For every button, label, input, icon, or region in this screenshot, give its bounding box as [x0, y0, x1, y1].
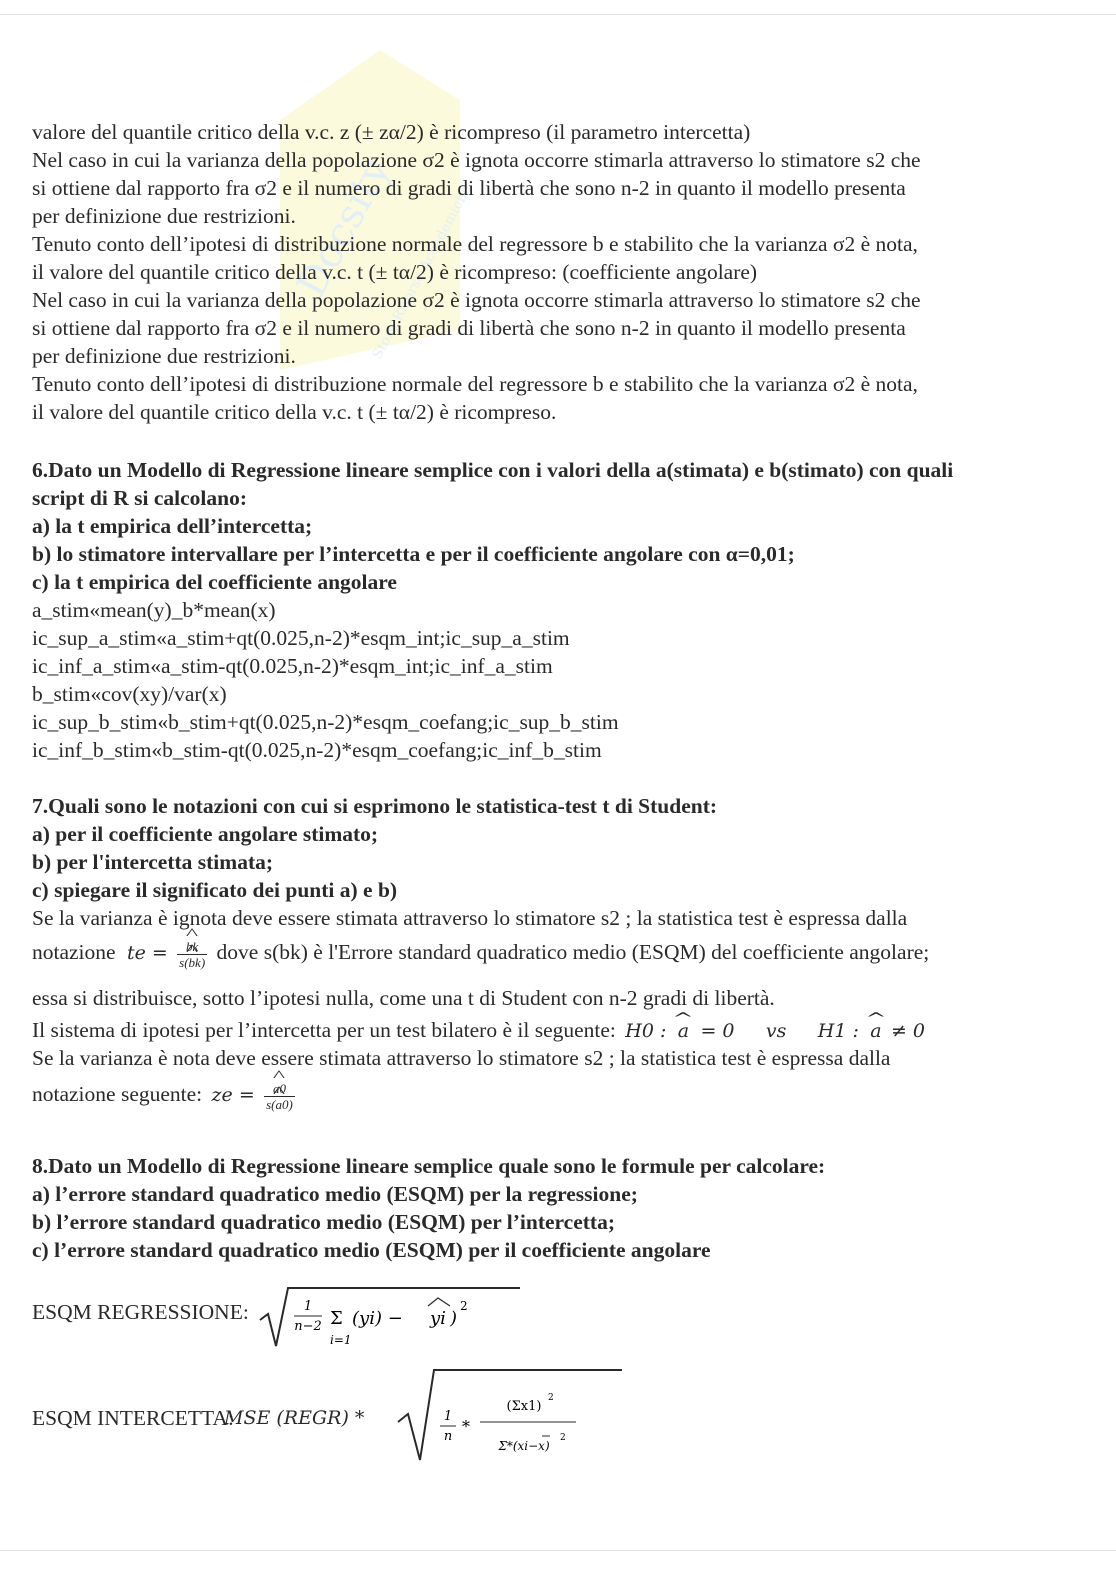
te-formula-line: [32, 938, 929, 970]
r-code-line: a_stim«mean(y)_b*mean(x): [32, 598, 276, 622]
watermark-text-1: Docsity: [288, 150, 400, 305]
intro-line: Nel caso in cui la varianza della popolazione σ2 è ignota occorre stimarla attraverso lo stimatore s2 che: [32, 148, 921, 172]
q6-title: 6.Dato un Modello di Regressione lineare semplice con i valori della a(stimata) e b(stimato) con quali: [32, 458, 954, 482]
q7-paragraph: essa si distribuisce, sotto l’ipotesi nulla, come una t di Student con n-2 gradi di libertà.: [32, 986, 775, 1010]
q8-title: 8.Dato un Modello di Regressione lineare semplice quale sono le formule per calcolare:: [32, 1154, 826, 1178]
intro-line: Tenuto conto dell’ipotesi di distribuzione normale del regressore b e stabilito che la varianza σ2 è nota,: [32, 232, 918, 256]
int-frac1-num: 1: [443, 1409, 453, 1424]
intro-line: Nel caso in cui la varianza della popolazione σ2 è ignota occorre stimarla attraverso lo stimatore s2 che: [32, 288, 921, 312]
q7-item-c: c) spiegare il significato dei punti a) e b): [32, 878, 398, 902]
r-code-line: b_stim«cov(xy)/var(x): [32, 682, 227, 706]
q6-item-b: b) lo stimatore intervallare per l’intercetta e per il coefficiente angolare con α=0,01;: [32, 542, 795, 566]
q7-paragraph: Se la varianza è ignota deve essere stimata attraverso lo stimatore s2 ; la statistica test è espressa dalla: [32, 906, 908, 930]
q7-item-a: a) per il coefficiente angolare stimato;: [32, 822, 379, 846]
intro-line: Tenuto conto dell’ipotesi di distribuzione normale del regressore b e stabilito che la varianza σ2 è nota,: [32, 372, 918, 396]
h1-label: H1 :: [817, 1020, 859, 1042]
reg-sum-sign: Σ: [330, 1308, 343, 1329]
intro-line: valore del quantile critico della v.c. z (± zα/2) è ricompreso (il parametro intercetta): [32, 120, 751, 144]
te-fraction: [177, 939, 207, 970]
esqm-regressione-label: ESQM REGRESSIONE:: [32, 1300, 249, 1324]
esqm-intercetta-formula: [396, 1364, 626, 1464]
q8-item-a: a) l’errore standard quadratico medio (ESQM) per la regressione;: [32, 1182, 638, 1206]
int-frac2-den-exp: 2: [560, 1433, 566, 1443]
esqm-regressione-formula: [258, 1284, 528, 1354]
h1-variable: ^ a: [870, 1017, 881, 1045]
q7-item-b: b) per l'intercetta stimata;: [32, 850, 274, 874]
intro-line: si ottiene dal rapporto fra σ2 e il numero di gradi di libertà che sono n-2 in quanto il modello presenta: [32, 316, 906, 340]
h0-label: H0 :: [625, 1020, 667, 1042]
q7-title: 7.Quali sono le notazioni con cui si esprimono le statistica-test t di Student:: [32, 794, 718, 818]
esqm-intercetta-label: ESQM INTERCETTA:: [32, 1406, 234, 1430]
ze-notation-label: notazione seguente:: [32, 1082, 203, 1106]
int-times: *: [462, 1417, 470, 1436]
hypothesis-line: [32, 1016, 925, 1045]
r-code-line: ic_sup_a_stim«a_stim+qt(0.025,n-2)*esqm_int;ic_sup_a_stim: [32, 626, 570, 650]
q7-notation-desc: dove s(bk) è l'Errore standard quadratico medio (ESQM) del coefficiente angolare;: [216, 940, 930, 964]
q8-item-b: b) l’errore standard quadratico medio (ESQM) per l’intercetta;: [32, 1210, 615, 1234]
r-code-line: ic_sup_b_stim«b_stim+qt(0.025,n-2)*esqm_coefang;ic_sup_b_stim: [32, 710, 619, 734]
reg-body: (yi) −: [352, 1308, 403, 1329]
q6-item-a: a) la t empirica dell’intercetta;: [32, 514, 313, 538]
intro-line: il valore del quantile critico della v.c. t (± tα/2) è ricompreso: (coefficiente angolare): [32, 260, 758, 284]
te-lhs: te =: [126, 942, 168, 964]
r-code-line: ic_inf_a_stim«a_stim-qt(0.025,n-2)*esqm_int;ic_inf_a_stim: [32, 654, 553, 678]
h1-relation: ≠ 0: [890, 1020, 926, 1042]
reg-exp: 2: [460, 1299, 468, 1313]
reg-frac-num: 1: [303, 1299, 313, 1314]
te-denominator: ^ s(bk): [179, 955, 205, 970]
q7-notation-label: notazione: [32, 940, 116, 964]
reg-hat-term: yi: [430, 1308, 446, 1329]
q6-title: script di R si calcolano:: [32, 486, 247, 510]
q7-paragraph: Se la varianza è nota deve essere stimata attraverso lo stimatore s2 ; la statistica test è espressa dalla: [32, 1046, 891, 1070]
watermark-text-2: Store Risorse Accademiche: [369, 182, 475, 362]
intro-line: per definizione due restrizioni.: [32, 204, 296, 228]
reg-paren: ): [450, 1308, 458, 1329]
q8-item-c: c) l’errore standard quadratico medio (ESQM) per il coefficiente angolare: [32, 1238, 711, 1262]
vs-label: vs: [765, 1020, 787, 1042]
h0-variable: ^ a: [678, 1017, 689, 1045]
reg-frac-den: n−2: [294, 1319, 322, 1334]
h0-relation: = 0: [700, 1020, 735, 1042]
reg-hat: [428, 1298, 450, 1306]
te-numerator: ^ bk: [186, 939, 198, 954]
r-code-line: ic_inf_b_stim«b_stim-qt(0.025,n-2)*esqm_coefang;ic_inf_b_stim: [32, 738, 602, 762]
ze-formula-line: [32, 1080, 299, 1112]
intro-line: si ottiene dal rapporto fra σ2 e il numero di gradi di libertà che sono n-2 in quanto il modello presenta: [32, 176, 906, 200]
intro-line: il valore del quantile critico della v.c. t (± tα/2) è ricompreso.: [32, 400, 557, 424]
reg-sum-sub: i=1: [330, 1333, 352, 1347]
bottom-border: [0, 1550, 1116, 1551]
ze-lhs: ze =: [211, 1084, 255, 1106]
ze-denominator: ^ s(a0): [266, 1097, 293, 1112]
top-border: [0, 14, 1116, 15]
hypothesis-intro: Il sistema di ipotesi per l’intercetta per un test bilatero è il seguente:: [32, 1018, 616, 1042]
int-frac2-den: Σ*(xi−x): [498, 1439, 550, 1453]
int-frac1-den: n: [443, 1429, 453, 1444]
ze-numerator: ^ a0: [273, 1081, 286, 1096]
q6-item-c: c) la t empirica del coefficiente angolare: [32, 570, 397, 594]
ze-fraction: [264, 1081, 295, 1112]
esqm-intercetta-mse: MSE (REGR) *: [224, 1407, 365, 1429]
intro-line: per definizione due restrizioni.: [32, 344, 296, 368]
int-frac2-num: (Σx1): [506, 1399, 542, 1414]
int-frac2-num-exp: 2: [548, 1393, 554, 1403]
